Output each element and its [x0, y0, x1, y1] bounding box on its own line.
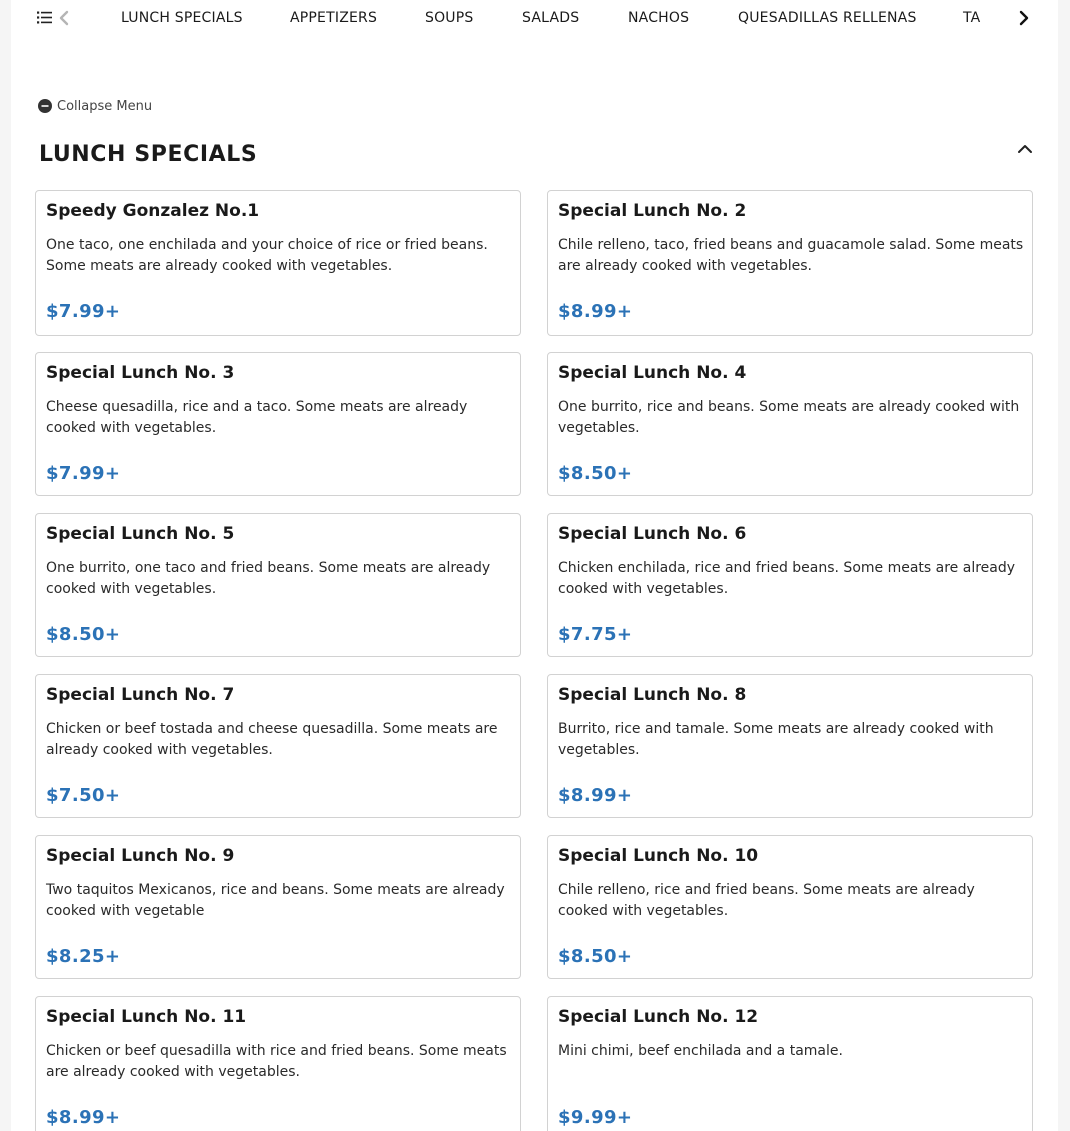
- item-description: Chile relleno, taco, fried beans and guacamole salad. Some meats are already cooked with vegetables.: [558, 237, 1024, 274]
- item-name: Special Lunch No. 8: [558, 685, 747, 705]
- item-description: Chicken enchilada, rice and fried beans. Some meats are already cooked with vegetables.: [558, 560, 1016, 597]
- item-price: $7.50+: [46, 785, 121, 806]
- item-description: One taco, one enchilada and your choice of rice or fried beans. Some meats are already cooked with vegetables.: [46, 237, 488, 274]
- category-tab-lunch-specials[interactable]: LUNCH SPECIALS: [121, 10, 243, 26]
- item-price: $8.25+: [46, 946, 121, 967]
- menu-item-card[interactable]: [547, 835, 1033, 979]
- item-description: Chile relleno, rice and fried beans. Some meats are already cooked with vegetables.: [558, 882, 975, 919]
- item-description: Mini chimi, beef enchilada and a tamale.: [558, 1043, 843, 1059]
- minus-circle-icon: [38, 99, 52, 113]
- item-price: $7.75+: [558, 624, 633, 645]
- item-price: $7.99+: [46, 301, 121, 322]
- item-price: $9.99+: [558, 1107, 633, 1128]
- menu-item-card[interactable]: [35, 996, 521, 1131]
- item-price: $8.50+: [558, 463, 633, 484]
- chevron-left-icon[interactable]: [58, 10, 70, 26]
- category-strip: [81, 0, 991, 36]
- item-price: $8.99+: [558, 785, 633, 806]
- menu-item-card[interactable]: [35, 190, 521, 336]
- item-name: Special Lunch No. 7: [46, 685, 235, 705]
- category-tab-soups[interactable]: SOUPS: [425, 10, 474, 26]
- menu-item-card[interactable]: [35, 352, 521, 496]
- menu-item-card[interactable]: [547, 674, 1033, 818]
- collapse-menu-label: Collapse Menu: [57, 98, 153, 114]
- category-tab-appetizers[interactable]: APPETIZERS: [290, 10, 378, 26]
- item-description: One burrito, one taco and fried beans. Some meats are already cooked with vegetables.: [46, 560, 491, 597]
- item-name: Special Lunch No. 4: [558, 363, 747, 383]
- item-name: Special Lunch No. 6: [558, 524, 747, 544]
- menu-item-card[interactable]: [547, 513, 1033, 657]
- menu-item-card[interactable]: [547, 190, 1033, 336]
- category-tab-partial[interactable]: TA: [963, 10, 981, 26]
- chevron-up-icon[interactable]: [1017, 142, 1033, 156]
- item-price: $8.50+: [46, 624, 121, 645]
- item-price: $8.99+: [46, 1107, 121, 1128]
- item-description: Cheese quesadilla, rice and a taco. Some meats are already cooked with vegetables.: [46, 399, 468, 436]
- collapse-menu-button[interactable]: [38, 97, 152, 115]
- item-name: Special Lunch No. 9: [46, 846, 235, 866]
- menu-item-card[interactable]: [35, 513, 521, 657]
- item-description: One burrito, rice and beans. Some meats are already cooked with vegetables.: [558, 399, 1020, 436]
- item-name: Special Lunch No. 5: [46, 524, 235, 544]
- item-price: $8.99+: [558, 301, 633, 322]
- menu-item-card[interactable]: [35, 835, 521, 979]
- item-price: $8.50+: [558, 946, 633, 967]
- category-nav: [11, 0, 1058, 36]
- category-tab-nachos[interactable]: NACHOS: [628, 10, 690, 26]
- item-description: Two taquitos Mexicanos, rice and beans. Some meats are already cooked with vegetable: [46, 882, 505, 919]
- menu-page: [11, 0, 1058, 1131]
- category-tab-salads[interactable]: SALADS: [522, 10, 580, 26]
- item-description: Burrito, rice and tamale. Some meats are already cooked with vegetables.: [558, 721, 994, 758]
- item-name: Special Lunch No. 11: [46, 1007, 247, 1027]
- menu-item-card[interactable]: [547, 352, 1033, 496]
- menu-item-card[interactable]: [547, 996, 1033, 1131]
- item-name: Special Lunch No. 10: [558, 846, 759, 866]
- section-title: LUNCH SPECIALS: [39, 142, 258, 167]
- chevron-right-icon[interactable]: [1017, 10, 1031, 26]
- menu-item-card[interactable]: [35, 674, 521, 818]
- item-name: Special Lunch No. 3: [46, 363, 235, 383]
- item-description: Chicken or beef tostada and cheese quesadilla. Some meats are already cooked with vegetables.: [46, 721, 498, 758]
- item-price: $7.99+: [46, 463, 121, 484]
- item-name: Special Lunch No. 2: [558, 201, 747, 221]
- category-tab-quesadillas-rellenas[interactable]: QUESADILLAS RELLENAS: [738, 10, 917, 26]
- item-name: Speedy Gonzalez No.1: [46, 201, 260, 221]
- item-name: Special Lunch No. 12: [558, 1007, 759, 1027]
- item-description: Chicken or beef quesadilla with rice and fried beans. Some meats are already cooked with vegetables.: [46, 1043, 507, 1080]
- list-icon[interactable]: [37, 11, 52, 24]
